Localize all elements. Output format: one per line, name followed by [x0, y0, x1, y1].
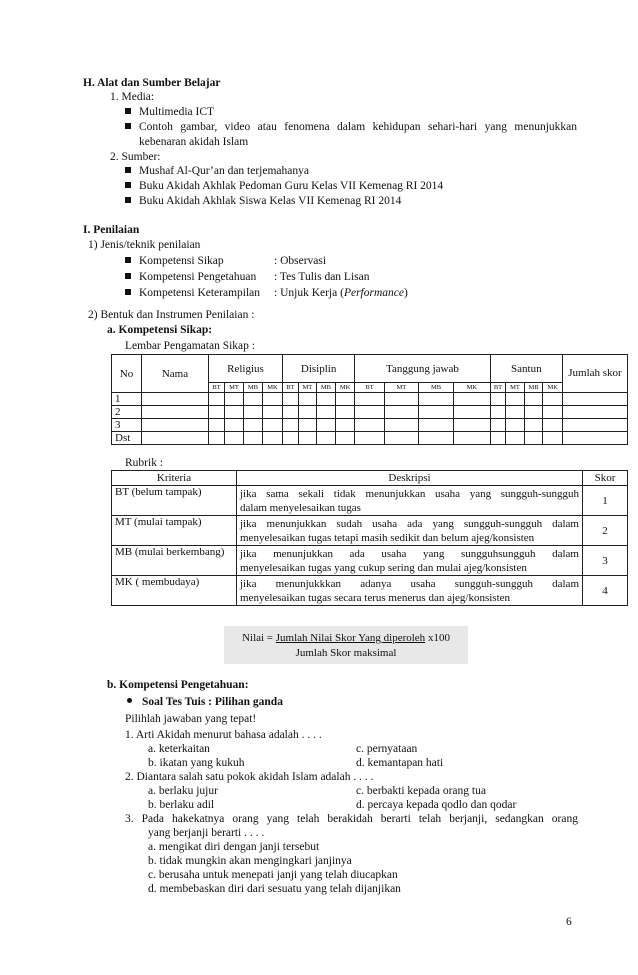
sub-header: MT: [384, 383, 418, 393]
sumber-label: 2. Sumber:: [110, 151, 161, 163]
table-row: MB (mulai berkembang) jika menunjukkan ada usaha yang sungguhsungguh dalam menyelesaikan tugas yang cukup sering dan mulai ajeg/konsisten 3: [112, 546, 628, 576]
option: b. berlaku adil: [148, 799, 215, 811]
table-row: Dst: [112, 432, 628, 445]
bullet-square-icon: [125, 123, 131, 129]
header-tanggung-jawab: Tanggung jawab: [355, 355, 490, 383]
table-row: 1: [112, 393, 628, 406]
sub-header: MB: [524, 383, 543, 393]
rubrik-table: [111, 470, 628, 606]
sub-header: MB: [418, 383, 453, 393]
media-label: 1. Media:: [110, 91, 155, 103]
nilai-formula: Nilai = Jumlah Nilai Skor Yang diperoleh x100 Jumlah Skor maksimal: [224, 626, 468, 664]
header-santun: Santun: [490, 355, 562, 383]
soal-heading: Soal Tes Tuis : Pilihan ganda: [127, 695, 283, 709]
section-h-title: H. Alat dan Sumber Belajar: [83, 77, 221, 89]
question-3-continued: yang berjanji berarti . . . .: [148, 827, 265, 839]
sub-header: MK: [263, 383, 283, 393]
media-item-continued: kebenaran akidah Islam: [139, 136, 249, 148]
kompetensi-item: Kompetensi Pengetahuan: [125, 270, 256, 284]
option: c. berbakti kepada orang tua: [356, 785, 486, 797]
sikap-table: [111, 354, 628, 445]
rubrik-label: Rubrik :: [125, 457, 164, 469]
header-nama: Nama: [142, 355, 209, 393]
kompetensi-item: Kompetensi Sikap: [125, 254, 224, 268]
sub-header: MT: [506, 383, 524, 393]
pengetahuan-title: b. Kompetensi Pengetahuan:: [107, 679, 249, 691]
sikap-title: a. Kompetensi Sikap:: [107, 324, 213, 336]
bullet-square-icon: [125, 167, 131, 173]
rubrik-header-kriteria: Kriteria: [112, 471, 237, 486]
section-i-title: I. Penilaian: [83, 224, 140, 236]
rubrik-header-skor: Skor: [583, 471, 628, 486]
table-row: MK ( membudaya) jika menunjukkkan adanya usaha sungguh-sungguh dalam menyelesaikan tugas secara terus menerus dan ajeg/konsisten 4: [112, 576, 628, 606]
lembar-label: Lembar Pengamatan Sikap :: [125, 340, 255, 352]
sub-header: BT: [355, 383, 385, 393]
table-row: MT (mulai tampak) jika menunjukkan sudah usaha ada yang sungguh-sungguh dalam menyelesaikan tugas tetapi masih sedikit dan belum ajeg/konsisten 2: [112, 516, 628, 546]
kompetensi-value: : Observasi: [274, 255, 327, 267]
bullet-square-icon: [125, 182, 131, 188]
sub-header: MB: [316, 383, 335, 393]
sumber-item: Buku Akidah Akhlak Siswa Kelas VII Kemenag RI 2014: [125, 194, 401, 208]
jenis-label: 1) Jenis/teknik penilaian: [88, 239, 201, 251]
sub-header: BT: [490, 383, 506, 393]
bentuk-label: 2) Bentuk dan Instrumen Penilaian :: [88, 309, 255, 321]
sub-header: MK: [454, 383, 490, 393]
question-2: 2. Diantara salah satu pokok akidah Islam adalah . . . .: [125, 771, 374, 783]
header-jumlah-skor: Jumlah skor: [563, 355, 628, 393]
table-row: BT (belum tampak) jika sama sekali tidak menunjukkan usaha yang sungguh-sungguh dalam menyelesaikan tugas 1: [112, 486, 628, 516]
kompetensi-value: : Tes Tulis dan Lisan: [274, 271, 370, 283]
option: a. keterkaitan: [148, 743, 210, 755]
table-row: 2: [112, 406, 628, 419]
option: d. percaya kepada qodlo dan qodar: [356, 799, 517, 811]
option: c. berusaha untuk menepati janji yang telah diucapkan: [148, 869, 398, 881]
media-item: Contoh gambar, video atau fenomena dalam kehidupan sehari-hari yang menunjukkan: [125, 120, 577, 134]
bullet-square-icon: [125, 257, 131, 263]
option: b. tidak mungkin akan mengingkari janjinya: [148, 855, 352, 867]
sub-header: BT: [282, 383, 298, 393]
bullet-square-icon: [125, 197, 131, 203]
sub-header: MT: [225, 383, 244, 393]
option: c. pernyataan: [356, 743, 418, 755]
option: d. kemantapan hati: [356, 757, 444, 769]
formula-numerator: Jumlah Nilai Skor Yang diperoleh: [275, 632, 426, 644]
sub-header: MK: [543, 383, 563, 393]
media-item: Multimedia ICT: [125, 105, 214, 119]
question-1: 1. Arti Akidah menurut bahasa adalah . . . .: [125, 729, 322, 741]
table-row: 3: [112, 419, 628, 432]
bullet-square-icon: [125, 273, 131, 279]
sub-header: MT: [298, 383, 316, 393]
bullet-dot-icon: [127, 698, 132, 703]
bullet-square-icon: [125, 289, 131, 295]
instruction: Pilihlah jawaban yang tepat!: [125, 713, 257, 725]
header-no: No: [112, 355, 142, 393]
header-disiplin: Disiplin: [282, 355, 354, 383]
header-religius: Religius: [209, 355, 283, 383]
sub-header: MB: [243, 383, 262, 393]
kompetensi-item: Kompetensi Keterampilan: [125, 286, 260, 300]
question-3: 3. Pada hakekatnya orang yang telah berakidah berarti telah berjanji, sedangkan orang: [125, 813, 578, 825]
option: b. ikatan yang kukuh: [148, 757, 245, 769]
sumber-item: Mushaf Al-Qur’an dan terjemahanya: [125, 164, 309, 178]
sub-header: BT: [209, 383, 225, 393]
formula-denominator: Jumlah Skor maksimal: [295, 647, 397, 659]
rubrik-header-deskripsi: Deskripsi: [237, 471, 583, 486]
bullet-square-icon: [125, 108, 131, 114]
kompetensi-value: : Unjuk Kerja (Performance): [274, 287, 408, 299]
sumber-item: Buku Akidah Akhlak Pedoman Guru Kelas VII Kemenag RI 2014: [125, 179, 443, 193]
page-number: 6: [566, 916, 572, 928]
option: a. berlaku jujur: [148, 785, 218, 797]
option: d. membebaskan diri dari sesuatu yang telah dijanjikan: [148, 883, 401, 895]
sub-header: MK: [335, 383, 354, 393]
option: a. mengikat diri dengan janji tersebut: [148, 841, 320, 853]
